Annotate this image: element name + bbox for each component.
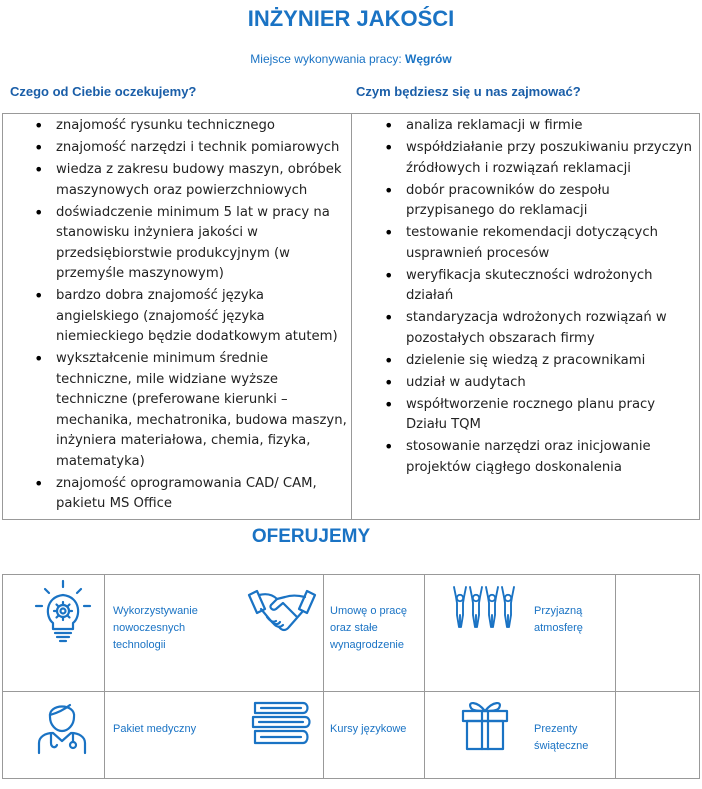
requirement-item: • wiedza z zakresu budowy maszyn, obróbek maszynowych oraz powierzchniowych [32, 160, 348, 201]
offer-grid [2, 574, 700, 779]
duty-item: • testowanie rekomendacji dotyczących usprawnień procesów [382, 223, 700, 264]
books-icon [249, 699, 313, 749]
offer-label-gifts: Prezenty świąteczne [534, 723, 589, 752]
duty-item: • weryfikacja skuteczności wdrożonych działań [382, 266, 700, 307]
requirements-heading: Czego od Ciebie oczekujemy? [10, 84, 197, 99]
offer-label-technology: Wykorzystywanie nowoczesnych technologii [113, 605, 198, 651]
duty-item: • dzielenie się wiedzą z pracownikami [382, 351, 700, 372]
duty-item: • analiza reklamacji w firmie [382, 116, 700, 137]
requirement-item: • znajomość rysunku technicznego [32, 116, 348, 137]
offer-label-atmosphere: Przyjazną atmosferę [534, 605, 583, 634]
grid-divider [104, 575, 105, 778]
column-divider [351, 114, 352, 519]
requirements-list [32, 116, 348, 516]
requirement-item: • doświadczenie minimum 5 lat w pracy na stanowisku inżyniera jakości w przedsiębiorstwie produkcyjnym (w przemyśle maszynowym) [32, 203, 348, 285]
requirement-item: • znajomość narzędzi i technik pomiarowych [32, 138, 348, 159]
duty-item: • stosowanie narzędzi oraz inicjowanie projektów ciągłego doskonalenia [382, 437, 700, 478]
duty-item: • standaryzacja wdrożonych rozwiązań w pozostałych obszarach firmy [382, 308, 700, 349]
duty-item: • udział w audytach [382, 373, 700, 394]
gift-icon [459, 697, 511, 751]
grid-divider [3, 691, 699, 692]
duty-item: • współdziałanie przy poszukiwaniu przyczyn źródłowych i rozwiązań reklamacji [382, 138, 700, 179]
requirement-item: • znajomość oprogramowania CAD/ CAM, pakietu MS Office [32, 474, 348, 515]
offer-label-courses: Kursy językowe [330, 723, 407, 735]
offer-title: OFERUJEMY [251, 526, 371, 547]
handshake-icon [247, 587, 317, 633]
duty-item: • dobór pracowników do zespołu przypisanego do reklamacji [382, 181, 700, 222]
lightbulb-gear-icon [31, 579, 95, 645]
requirement-item: • bardzo dobra znajomość języka angielskiego (znajomość języka niemieckiego będzie dodatkowym atutem) [32, 286, 348, 348]
duty-item: • współtworzenie rocznego planu pracy Działu TQM [382, 395, 700, 436]
offer-label-medical: Pakiet medyczny [113, 723, 197, 735]
requirement-item: • wykształcenie minimum średnie techniczne, mile widziane wyższe techniczne (preferowane kierunki – mechanika, mechatronika, budowa maszyn, inżyniera materiałowa, chemia, fizyka, matematyka) [32, 349, 348, 472]
work-location [0, 52, 702, 66]
offer-label-contract: Umowę o pracę oraz stałe wynagrodzenie [330, 605, 408, 651]
grid-divider [424, 575, 425, 778]
grid-divider [323, 575, 324, 778]
location-value: Węgrów [405, 52, 452, 66]
page-title: INŻYNIER JAKOŚCI [247, 6, 455, 31]
duties-heading: Czym będziesz się u nas zajmować? [356, 84, 581, 99]
doctor-icon [37, 697, 87, 755]
location-label: Miejsce wykonywania pracy: [250, 52, 406, 66]
team-cheer-icon [451, 585, 515, 631]
duties-list [382, 116, 700, 480]
grid-divider [615, 575, 616, 778]
